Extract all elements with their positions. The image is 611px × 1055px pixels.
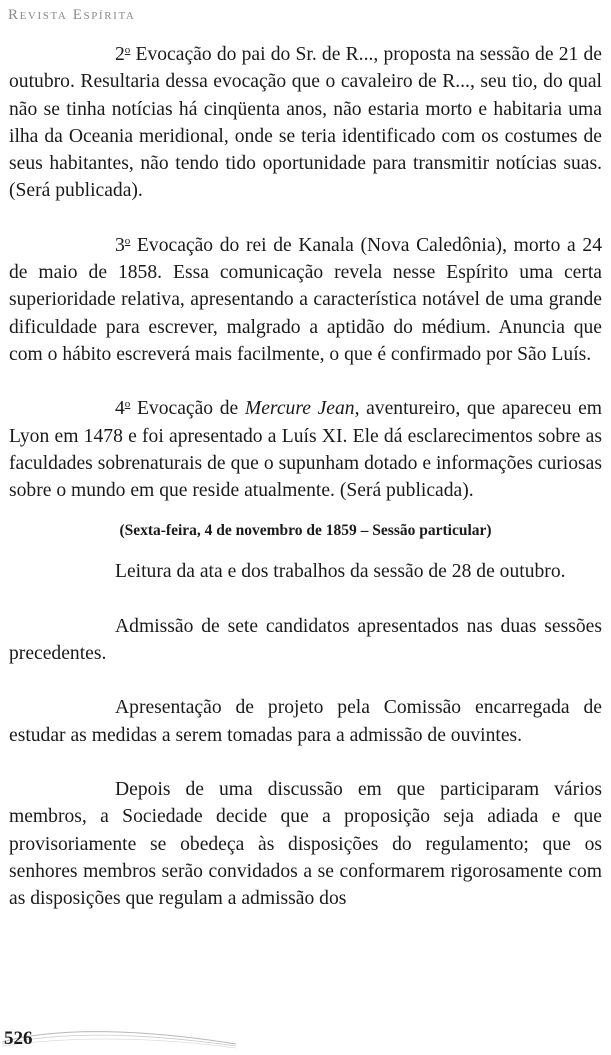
paragraph-evocation-4 <box>9 395 602 504</box>
session-heading: (Sexta-feira, 4 de novembro de 1859 – Sessão particular) <box>119 522 492 540</box>
paragraph-evocation-2 <box>9 41 602 205</box>
item-number: 2 <box>115 44 125 65</box>
paragraph-text: , aventureiro, que apareceu em Lyon em 1478 e foi apresentado a Luís XI. Ele dá esclarecimentos sobre as faculdades sobrenaturais de que o supunham dotado e informações curiosas sobre o mundo em que reside atualmente. (Será publicada). <box>9 398 603 502</box>
page-corner-swoosh <box>0 1024 240 1055</box>
paragraph-evocation-3 <box>9 232 602 368</box>
page-number: 526 <box>4 1028 33 1049</box>
paragraph-lead: Evocação de <box>130 398 245 420</box>
page-body <box>9 41 602 912</box>
ordinal-mark: o <box>124 234 131 247</box>
spirit-name: Mercure Jean <box>244 398 355 420</box>
paragraph-text: Evocação do rei de Kanala (Nova Caledônia), morto a 24 de maio de 1858. Essa comunicação revela nesse Espírito uma certa superioridade relativa, apresentando a característica notável de uma grande dificuldade para escrever, malgrado a aptidão do médium. Anuncia que com o hábito escreverá mais facilmente, o que é confirmado por São Luís. <box>9 234 602 365</box>
paragraph-minutes: Leitura da ata e dos trabalhos da sessão de 28 de outubro. <box>115 561 566 583</box>
paragraph-admission: Admissão de sete candidatos apresentados nas duas sessões precedentes. <box>9 615 602 665</box>
ordinal-mark: o <box>124 44 131 56</box>
ordinal-mark: o <box>124 398 131 411</box>
item-number: 3 <box>115 234 125 256</box>
paragraph-discussion: Depois de uma discussão em que participaram vários membros, a Sociedade decide que a proposição seja adiada e que provisoriamente se obedeça às disposições do regulamento; que os senhores membros serão convidados a se conformarem rigorosamente com as disposições que regulam a admissão dos <box>9 778 602 910</box>
item-number: 4 <box>115 398 125 420</box>
running-head: Revista Espírita <box>8 7 136 23</box>
paragraph-text: Evocação do pai do Sr. de R..., proposta na sessão de 21 de outubro. Resultaria dessa evocação que o cavaleiro de R..., seu tio, do qual não se tinha notícias há cinqüenta anos, não estaria morto e habitaria uma ilha da Oceania meridional, onde se teria identificado com os costumes de seus habitantes, não tendo tido oportunidade para transmitir notícias suas. (Será publicada). <box>9 44 602 202</box>
paragraph-project: Apresentação de projeto pela Comissão encarregada de estudar as medidas a serem tomadas para a admissão de ouvintes. <box>9 697 602 746</box>
